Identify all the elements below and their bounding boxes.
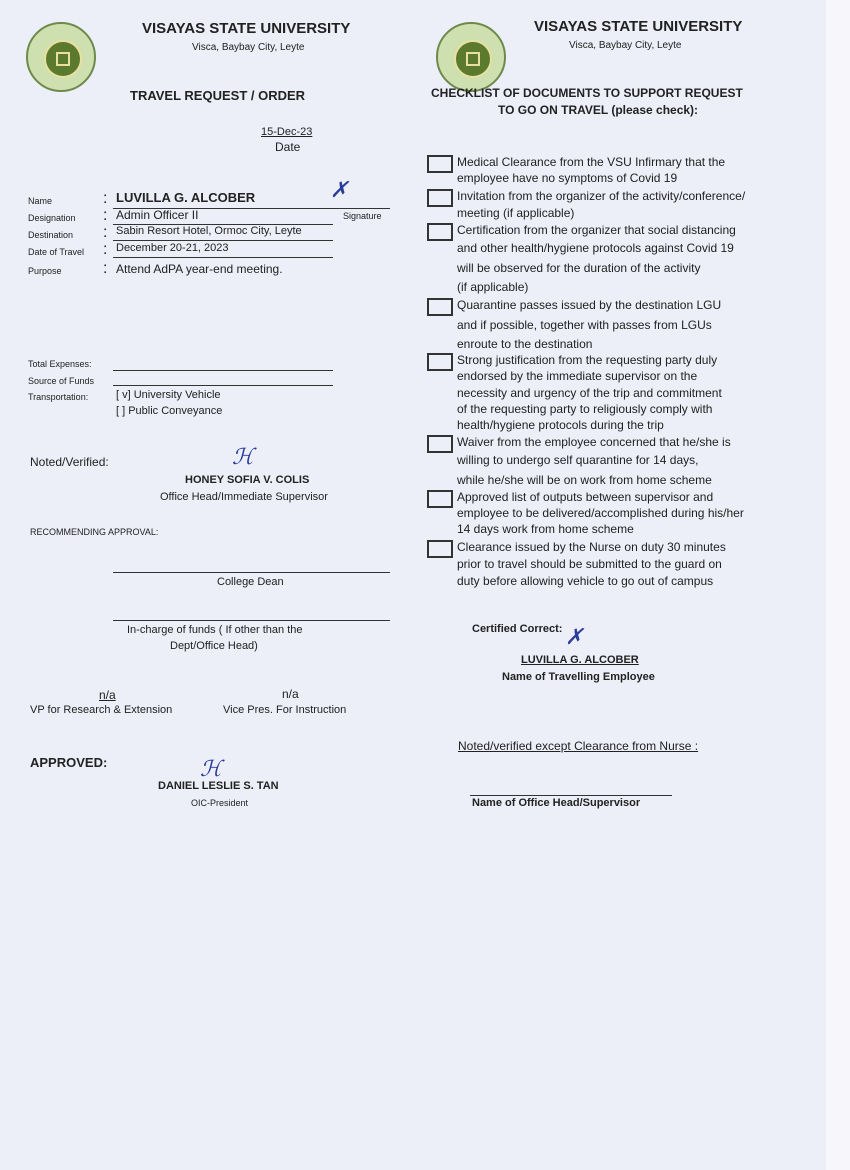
- designation-value: Admin Officer II: [116, 208, 199, 222]
- checklist-item-text: enroute to the destination: [457, 337, 593, 351]
- transport-public-conveyance[interactable]: [ ] Public Conveyance: [116, 405, 223, 417]
- name-value: LUVILLA G. ALCOBER: [116, 190, 256, 205]
- university-seal-right: [436, 22, 506, 92]
- checklist-item-text: will be observed for the duration of the activity: [457, 261, 701, 275]
- checklist-title: CHECKLIST OF DOCUMENTS TO SUPPORT REQUEST: [431, 86, 743, 100]
- travel-date-value: December 20-21, 2023: [116, 242, 229, 254]
- employee-name: LUVILLA G. ALCOBER: [521, 654, 639, 666]
- checklist-checkbox[interactable]: [427, 490, 453, 508]
- destination-label: Destination: [28, 230, 74, 240]
- signature-label: Signature: [343, 211, 382, 221]
- vp-research-label: VP for Research & Extension: [30, 704, 173, 716]
- vp-instruction-value: n/a: [282, 687, 299, 701]
- transport-university-vehicle[interactable]: [ v] University Vehicle: [116, 389, 221, 401]
- checklist-item-text: Waiver from the employee concerned that he/she is: [457, 435, 731, 449]
- noted-label: Noted/Verified:: [30, 455, 109, 469]
- employee-signature: ✗: [565, 625, 584, 650]
- travel-date-label: Date of Travel: [28, 247, 85, 257]
- destination-value: Sabin Resort Hotel, Ormoc City, Leyte: [116, 225, 302, 237]
- funds-incharge-label-2: Dept/Office Head): [170, 640, 258, 652]
- checklist-item-text: willing to undergo self quarantine for 14 days,: [457, 453, 699, 467]
- checklist-item-text: duty before allowing vehicle to go out of campus: [457, 574, 714, 588]
- checklist-item-text: Clearance issued by the Nurse on duty 30 minutes: [457, 540, 726, 554]
- date-value: 15-Dec-23: [261, 126, 313, 138]
- university-address: Visca, Baybay City, Leyte: [192, 42, 305, 53]
- funds-incharge-label: In-charge of funds ( If other than the: [127, 624, 303, 636]
- checklist-checkbox[interactable]: [427, 435, 453, 453]
- signature-mark: ✗: [330, 178, 349, 203]
- total-expenses-label: Total Expenses:: [28, 359, 92, 369]
- dean-label: College Dean: [217, 576, 284, 588]
- transportation-label: Transportation:: [28, 392, 89, 402]
- checklist-item-text: employee to be delivered/accomplished during his/her: [457, 506, 744, 520]
- checklist-item-text: and if possible, together with passes from LGUs: [457, 318, 712, 332]
- designation-label: Designation: [28, 213, 76, 223]
- purpose-value: Attend AdPA year-end meeting.: [116, 262, 283, 276]
- purpose-label: Purpose: [28, 266, 62, 276]
- checklist-checkbox[interactable]: [427, 353, 453, 371]
- checklist-item-text: (if applicable): [457, 280, 529, 294]
- checklist-item-text: Certification from the organizer that social distancing: [457, 223, 736, 237]
- checklist-item-text: Quarantine passes issued by the destination LGU: [457, 298, 722, 312]
- checklist-checkbox[interactable]: [427, 223, 453, 241]
- university-seal-left: [26, 22, 96, 92]
- checklist-checkbox[interactable]: [427, 155, 453, 173]
- checklist-item-text: and other health/hygiene protocols against Covid 19: [457, 241, 734, 255]
- employee-label: Name of Travelling Employee: [502, 671, 655, 683]
- vp-research-value: n/a: [99, 688, 116, 702]
- supervisor-signature: ℋ: [232, 445, 254, 470]
- checklist-item-text: prior to travel should be submitted to the guard on: [457, 557, 722, 571]
- checklist-title-2: TO GO ON TRAVEL (please check):: [498, 103, 699, 117]
- source-funds-label: Source of Funds: [28, 376, 95, 386]
- checklist-item-text: necessity and urgency of the trip and commitment: [457, 386, 722, 400]
- recommending-label: RECOMMENDING APPROVAL:: [30, 527, 159, 537]
- form-title: TRAVEL REQUEST / ORDER: [130, 88, 306, 103]
- checklist-checkbox[interactable]: [427, 298, 453, 316]
- date-label: Date: [275, 140, 301, 154]
- checklist-item-text: of the requesting party to religiously comply with: [457, 402, 713, 416]
- noted-except-label: Noted/verified except Clearance from Nurse :: [458, 739, 699, 753]
- supervisor-title: Office Head/Immediate Supervisor: [160, 491, 328, 503]
- checklist-item-text: Strong justification from the requesting party duly: [457, 353, 718, 367]
- president-signature: ℋ: [200, 757, 222, 782]
- checklist-item-text: employee have no symptoms of Covid 19: [457, 171, 678, 185]
- checklist-item-text: meeting (if applicable): [457, 206, 575, 220]
- checklist-item-text: Invitation from the organizer of the activity/conference/: [457, 189, 746, 203]
- certified-label: Certified Correct:: [472, 623, 563, 635]
- checklist-item-text: Approved list of outputs between supervisor and: [457, 490, 714, 504]
- president-title: OIC-President: [191, 798, 249, 808]
- checklist-checkbox[interactable]: [427, 540, 453, 558]
- checklist-item-text: Medical Clearance from the VSU Infirmary that the: [457, 155, 726, 169]
- university-address-right: Visca, Baybay City, Leyte: [569, 40, 682, 51]
- supervisor-name-label: Name of Office Head/Supervisor: [472, 797, 641, 809]
- checklist-item-text: while he/she will be on work from home scheme: [457, 473, 712, 487]
- checklist-item-text: 14 days work from home scheme: [457, 522, 634, 536]
- checklist-item-text: endorsed by the immediate supervisor on the: [457, 369, 698, 383]
- supervisor-name: HONEY SOFIA V. COLIS: [185, 474, 310, 486]
- checklist-item-text: health/hygiene protocols during the trip: [457, 418, 664, 432]
- name-label: Name: [28, 196, 53, 206]
- president-name: DANIEL LESLIE S. TAN: [158, 780, 279, 792]
- university-name: VISAYAS STATE UNIVERSITY: [142, 20, 351, 37]
- approved-label: APPROVED:: [30, 755, 108, 770]
- checklist-checkbox[interactable]: [427, 189, 453, 207]
- scan-edge: [826, 0, 850, 1170]
- vp-instruction-label: Vice Pres. For Instruction: [223, 704, 347, 716]
- university-name-right: VISAYAS STATE UNIVERSITY: [534, 18, 743, 35]
